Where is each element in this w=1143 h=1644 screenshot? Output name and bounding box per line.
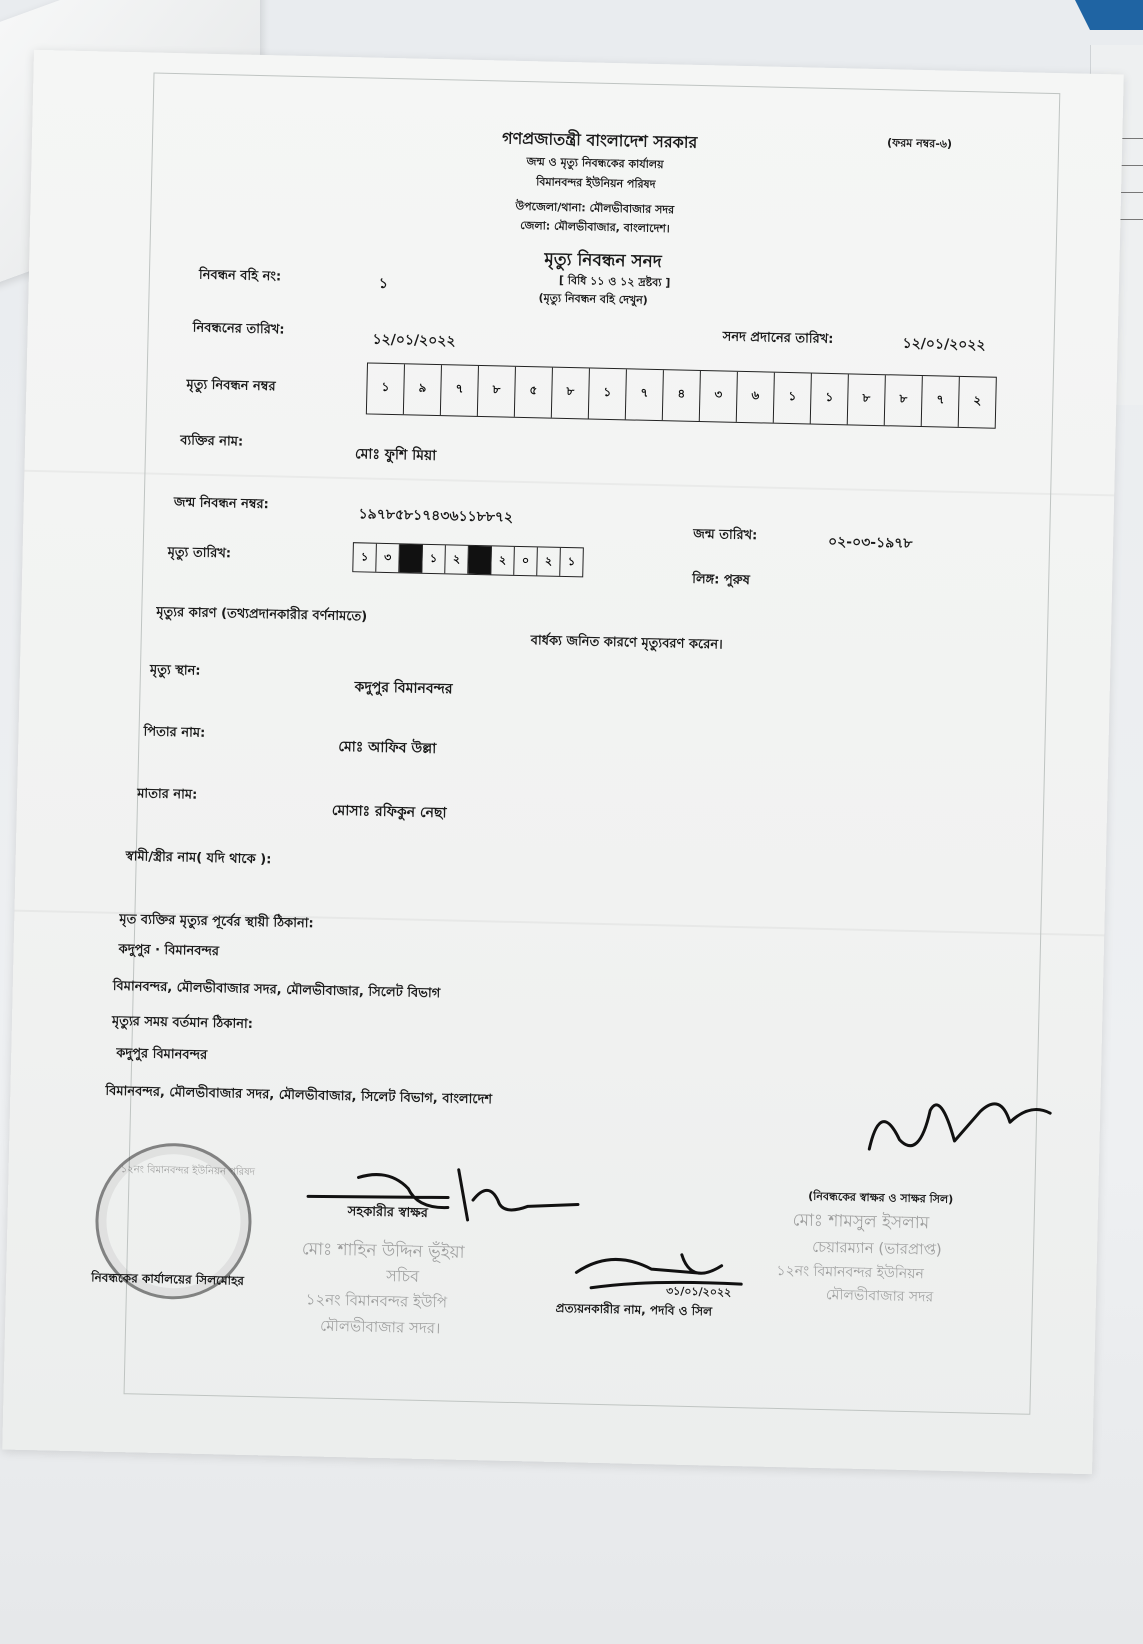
- date-digit: ১: [567, 554, 576, 568]
- father-label: পিতার নাম:: [143, 724, 206, 741]
- reg-digit: ১: [811, 374, 849, 425]
- form-number: (ফরম নম্বর-৬): [886, 136, 953, 151]
- birth-reg-value: ১৯৭৮৫৮১৭৪৩৬১১৮৮৭২: [358, 506, 514, 526]
- seal-label: নিবন্ধকের কার্যালয়ের সিলমোহর: [91, 1270, 245, 1288]
- father-value: মোঃ আফিব উল্লা: [338, 738, 437, 758]
- assistant-signature-label: সহকারীর স্বাক্ষর: [347, 1204, 429, 1222]
- upazila: উপজেলা/থানা: মৌলভীবাজার সদর: [515, 199, 675, 217]
- gender: লিঙ্গ: পুরুষ: [692, 571, 751, 589]
- reg-digit: ৭: [922, 376, 960, 427]
- date-digit: ২: [445, 545, 469, 574]
- cause-value: বার্ধক্য জনিত কারণে মৃত্যুবরণ করেন।: [530, 633, 723, 653]
- date-digit: ১: [353, 543, 377, 572]
- attestor-signature-date: ৩১/০১/২০২২: [665, 1284, 732, 1299]
- name-label: ব্যক্তির নাম:: [180, 433, 244, 450]
- birth-date-value: ০২-০৩-১৯৭৮: [827, 533, 913, 552]
- register-book-value: ১: [378, 275, 389, 292]
- chairman-stamp-title: চেয়ারম্যান (ভারপ্রাপ্ত): [811, 1237, 942, 1259]
- office-name: জন্ম ও মৃত্যু নিবন্ধকের কার্যালয়: [526, 155, 664, 172]
- current-address-line1: কদুপুর বিমানবন্দর: [116, 1045, 208, 1064]
- registrar-signature-label: (নিবন্ধকের স্বাক্ষর ও সাক্ষর সিল): [808, 1189, 954, 1206]
- date-separator: [399, 544, 423, 573]
- register-book-label: নিবন্ধন বহি নং:: [198, 267, 282, 285]
- reg-digit: ১: [589, 369, 627, 420]
- reg-digit: ৬: [737, 372, 775, 423]
- place-value: কদুপুর বিমানবন্দর: [354, 679, 453, 698]
- current-address-label: মৃত্যুর সময় বর্তমান ঠিকানা:: [111, 1013, 254, 1033]
- seal-text: ১২নং বিমানবন্দর ইউনিয়ন পরিষদ: [120, 1164, 256, 1179]
- name-value: মোঃ ফুশি মিয়া: [354, 446, 437, 465]
- birth-reg-label: জন্ম নিবন্ধন নম্বর:: [173, 495, 269, 513]
- death-certificate: [2, 50, 1123, 1474]
- cause-label: মৃত্যুর কারণ (তথ্যপ্রদানকারীর বর্ণনামতে): [156, 604, 368, 625]
- issue-date-value: ১২/০১/২০২২: [902, 335, 986, 354]
- district: জেলা: মৌলভীবাজার, বাংলাদেশ।: [520, 218, 670, 236]
- registrar-signature: [859, 1079, 1061, 1184]
- date-digit: ১: [422, 545, 446, 574]
- reg-digit: ১: [367, 363, 405, 414]
- mother-value: মোসাঃ রফিকুন নেছা: [331, 802, 447, 822]
- govt-heading: গণপ্রজাতন্ত্রী বাংলাদেশ সরকার: [501, 128, 698, 152]
- mother-label: মাতার নাম:: [136, 786, 198, 803]
- reg-digit: ৯: [404, 364, 442, 415]
- reg-digit: ৮: [885, 375, 923, 426]
- reg-date-label: নিবন্ধনের তারিখ:: [192, 320, 285, 338]
- assistant-signature: [297, 1156, 589, 1233]
- secretary-stamp-upazila: মৌলভীবাজার সদর।: [319, 1316, 441, 1338]
- reg-digit: ২: [973, 393, 982, 408]
- current-address-line2: বিমানবন্দর, মৌলভীবাজার সদর, মৌলভীবাজার, সিলেট বিভাগ, বাংলাদেশ: [105, 1083, 493, 1108]
- perm-address-line1: কদুপুর · বিমানবন্দর: [118, 941, 220, 960]
- date-digit: ৩: [376, 544, 400, 573]
- reg-digit: ১: [774, 373, 812, 424]
- secretary-stamp-union: ১২নং বিমানবন্দর ইউপি: [305, 1290, 448, 1312]
- reg-digit: ৪: [663, 370, 701, 421]
- reg-digit: ৭: [441, 365, 479, 416]
- reg-digit: ৫: [515, 367, 553, 418]
- chairman-stamp-name: মোঃ শামসুল ইসলাম: [792, 1210, 930, 1234]
- birth-date-label: জন্ম তারিখ:: [693, 526, 758, 544]
- union-name: বিমানবন্দর ইউনিয়ন পরিষদ: [536, 175, 656, 191]
- secretary-stamp-title: সচিব: [386, 1266, 420, 1286]
- reg-digit: ৭: [626, 369, 664, 420]
- secretary-stamp-name: মোঃ শাহিন উদ্দিন ভূঁইয়া: [301, 1239, 465, 1263]
- chairman-stamp-union: ১২নং বিমানবন্দর ইউনিয়ন: [776, 1262, 924, 1283]
- perm-address-line2: বিমানবন্দর, মৌলভীবাজার সদর, মৌলভীবাজার, সিলেট বিভাগ: [112, 978, 441, 1002]
- chairman-stamp-upazila: মৌলভীবাজার সদর: [825, 1287, 934, 1306]
- perm-address-label: মৃত ব্যক্তির মৃত্যুর পূর্বের স্থায়ী ঠিকানা:: [119, 911, 314, 932]
- certificate-title: মৃত্যু নিবন্ধন সনদ: [544, 249, 662, 273]
- date-separator: [468, 546, 492, 575]
- instruction: (মৃত্যু নিবন্ধন বহি দেখুন): [538, 291, 648, 307]
- reg-digit: ৮: [478, 366, 516, 417]
- spouse-label: স্বামী/স্ত্রীর নাম( যদি থাকে ):: [125, 849, 272, 868]
- issue-date-label: সনদ প্রদানের তারিখ:: [722, 329, 834, 348]
- reg-digit: ৮: [552, 368, 590, 419]
- death-reg-label: মৃত্যু নিবন্ধন নম্বর: [186, 377, 276, 395]
- death-date-boxes: [352, 542, 584, 577]
- attestor-label: প্রত্যয়নকারীর নাম, পদবি ও সিল: [555, 1300, 713, 1319]
- reg-digit: ৮: [848, 374, 886, 425]
- rule-reference: [ বিধি ১১ ও ১২ দ্রষ্টব্য ]: [558, 273, 671, 290]
- date-digit: ০: [514, 547, 538, 576]
- date-digit: ২: [491, 546, 515, 575]
- place-label: মৃত্যু স্থান:: [149, 662, 201, 679]
- date-digit: ২: [537, 547, 561, 576]
- reg-date-value: ১২/০১/২০২২: [372, 331, 456, 350]
- reg-digit: ৩: [700, 371, 738, 422]
- death-date-label: মৃত্যু তারিখ:: [167, 544, 232, 562]
